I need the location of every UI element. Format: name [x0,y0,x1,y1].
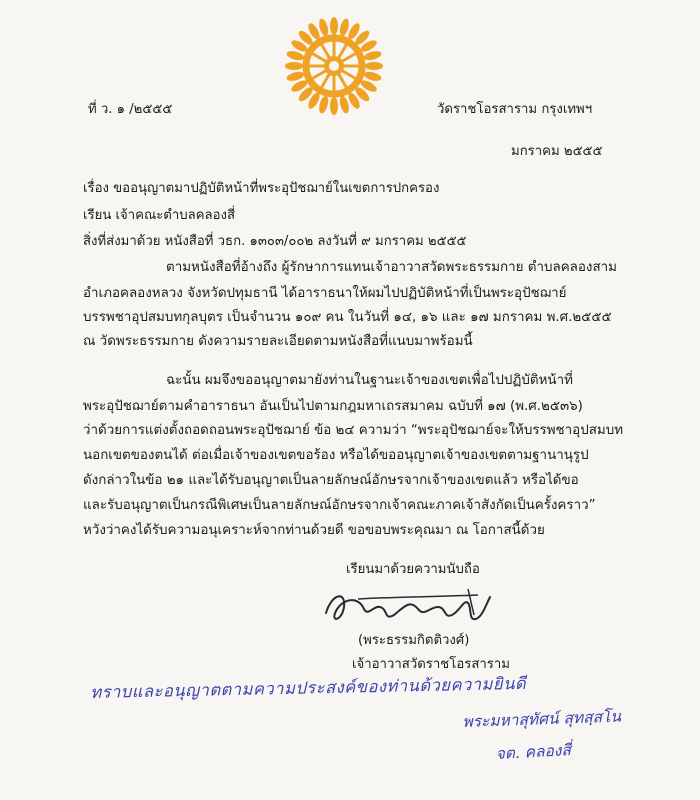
paragraph2-line: ดังกล่าวในข้อ ๒๑ และได้รับอนุญาตเป็นลายลักษณ์อักษรจากเจ้าของเขตแล้ว หรือได้ขอ [83,473,579,488]
signer-title: เจ้าอาวาสวัดราชโอรสาราม [352,657,510,672]
paragraph2-line: หวังว่าคงได้รับความอนุเคราะห์จากท่านด้วยดี ขอขอบพระคุณมา ณ โอกาสนี้ด้วย [83,523,545,538]
handwritten-signature [318,585,498,631]
reference-number: ที่ ว. ๑ /๒๕๕๕ [88,102,173,117]
paragraph2-line: ว่าด้วยการแต่งตั้งถอดถอนพระอุปัชฌาย์ ข้อ ๒๔ ความว่า “พระอุปัชฌาย์จะให้บรรพชาอุปสมบท [83,423,624,438]
letter-date: มกราคม ๒๕๕๕ [511,144,603,159]
paragraph1-line: บรรพชาอุปสมบทกุลบุตร เป็นจำนวน ๑๐๙ คน ในวันที่ ๑๔, ๑๖ และ ๑๗ มกราคม พ.ศ.๒๕๕๕ [83,310,612,325]
letter-recipient: เรียน เจ้าคณะตำบลคลองสี่ [83,208,236,223]
paragraph2-line: นอกเขตของตนได้ ต่อเมื่อเจ้าของเขตขอร้อง หรือได้ขออนุญาตเจ้าของเขตตามฐานานุรูป [83,448,589,463]
paragraph1-line: ณ วัดพระธรรมกาย ดังความรายละเอียดตามหนังสือที่แนบมาพร้อมนี้ [83,334,473,349]
paragraph1-line: อำเภอคลองหลวง จังหวัดปทุมธานี ได้อาราธนาให้ผมไปปฏิบัติหน้าที่เป็นพระอุปัชฌาย์ [83,286,567,301]
closing-salutation: เรียนมาด้วยความนับถือ [346,562,480,577]
paragraph2-line: พระอุปัชฌาย์ตามคำอาราธนา อันเป็นไปตามกฎมหาเถรสมาคม ฉบับที่ ๑๗ (พ.ศ.๒๕๓๖) [83,399,583,414]
paragraph2-line: ฉะนั้น ผมจึงขออนุญาตมายังท่านในฐานะเจ้าของเขตเพื่อไปปฏิบัติหน้าที่ [166,373,573,388]
letter-enclosure: สิ่งที่ส่งมาด้วย หนังสือที่ วธก. ๑๓๐๓/๐๐๒ ลงวันที่ ๙ มกราคม ๒๕๕๕ [83,234,467,249]
temple-address: วัดราชโอรสาราม กรุงเทพฯ [437,102,593,117]
handwritten-approver-name: พระมหาสุทัศน์ สุทสฺสโน [462,707,622,731]
signer-name: (พระธรรมกิตติวงศ์) [358,633,470,648]
paragraph1-line: ตามหนังสือที่อ้างถึง ผู้รักษาการแทนเจ้าอาวาสวัดพระธรรมกาย ตำบลคลองสาม [166,260,617,275]
dharma-wheel-emblem [278,10,390,122]
handwritten-approval-note: ทราบและอนุญาตตามความประสงค์ของท่านด้วยความยินดี [90,673,527,702]
paragraph2-line: และรับอนุญาตเป็นกรณีพิเศษเป็นลายลักษณ์อักษรจากเจ้าคณะภาคเจ้าสังกัดเป็นครั้งคราว” [83,498,596,513]
handwritten-approver-position: จต. คลองสี่ [495,741,572,763]
letter-subject: เรื่อง ขออนุญาตมาปฏิบัติหน้าที่พระอุปัชฌาย์ในเขตการปกครอง [83,181,440,196]
